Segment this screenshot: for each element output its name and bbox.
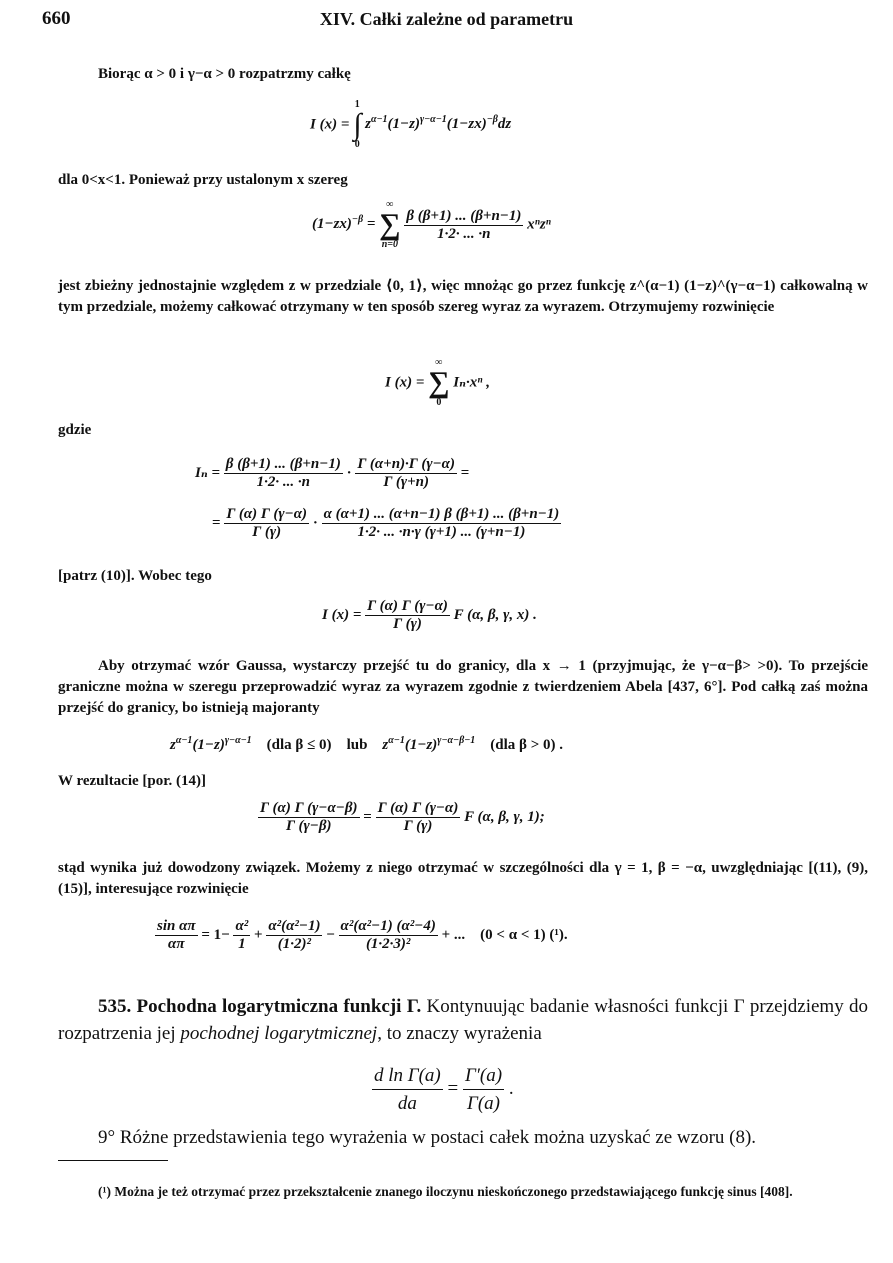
page-number: 660: [42, 8, 71, 29]
equation-expansion: I (x) = ∞ ∑ 0 Iₙ·xⁿ ,: [385, 357, 490, 408]
equation-coefficient-line2: = $\frac{\Gamma (\alpha) \Gamma (\gamma-\alpha)}{\Gamma (\gamma)}$ · $\frac{\alpha (\alpha+1) ... (\alpha+n-1) \beta (\beta+1) ... (\beta+n-1)}{1\cdot 2\cdot ... \cdot n\cdot\gamma (\gamma+1) ... (\gamma+n-1)}$: [212, 506, 560, 540]
section-heading: 535. Pochodna logarytmiczna funkcji Γ.: [98, 996, 422, 1017]
paragraph-where: gdzie: [58, 422, 92, 438]
paragraph-uniform-convergence: jest zbieżny jednostajnie względem z w przedziale ⟨0, 1⟩, więc mnożąc go przez funkcję z^(α−1) (1−z)^(γ−α−1) całkowalną w tym przedziale, możemy całkować otrzymany w ten sposób szereg wyraz za wyrazem. Otrzymujemy rozwinięcie: [58, 278, 868, 315]
equation-gauss-result: $\frac{\Gamma (\alpha) \Gamma (\gamma-\alpha-\beta)}{\Gamma (\gamma-\beta)}$ = $\frac{\Gamma (\alpha) \Gamma (\gamma-\alpha)}{\Gamma (\gamma)}$ F (α, β, γ, 1);: [260, 800, 545, 834]
chapter-title: XIV. Całki zależne od parametru: [319, 9, 574, 29]
equation-sine-expansion: $\frac{\text{sin απ}}{\alpha\pi}$ = 1− $\frac{\text{α²}}{1}$ + $\frac{\text{α²(α²−1)}}{\text{(1·2)²}}$ − $\frac{\text{α²(α²−1) (α²−4)}}{\text{(1·2·3)²}}$ + ... (0 < α < 1) (¹).: [157, 918, 568, 952]
paragraph-intro: Biorąc α > 0 i γ−α > 0 rozpatrzmy całkę: [98, 66, 351, 82]
eq1-lhs: I (x) =: [310, 116, 350, 133]
equation-hypergeometric: I (x) = $\frac{\Gamma (\alpha) \Gamma (\gamma-\alpha)}{\Gamma (\gamma)}$ F (α, β, γ, x) .: [322, 598, 537, 632]
equation-integral-definition: I (x) = 1 ∫ 0 $z^{\alpha-1}(1-z)^{\gamma-\alpha-1}(1-zx)^{-\beta}dz$: [310, 99, 512, 150]
fraction: $\frac{\beta (\beta+1) ... (\beta+n-1)}{1\cdot 2\cdot ... \cdot n}$: [406, 207, 522, 242]
equation-coefficient-line1: Iₙ = $\frac{\beta (\beta+1) ... (\beta+n-1)}{1\cdot 2\cdot ... \cdot n}$ · $\frac{\Gamma (\alpha+n)\cdot\Gamma (\gamma-\alpha)}{\Gamma (\gamma+n)}$ =: [195, 456, 470, 490]
sum-sign: ∞ ∑ n=0: [379, 199, 401, 250]
paragraph-gauss-formula: Aby otrzymać wzór Gaussa, wystarczy przejść tu do granicy, dla x → 1 (przyjmując, że γ−α−β> >0). To przejście graniczne można w szeregu przeprowadzić wyraz za wyrazem zgodnie z twierdzeniem Abela [437, 6°]. Pod całką zaś można przejść do granicy, bo istnieją majoranty: [58, 658, 868, 716]
paragraph-special-case: stąd wynika już dowodzony związek. Możemy z niego otrzymać w szczególności dla γ = 1, β = −α, uwzględniając [(11), (9), (15)], interesujące rozwinięcie: [58, 860, 868, 897]
paragraph-result: W rezultacie [por. (14)]: [58, 773, 207, 789]
equation-majorants: $z^{\alpha-1}(1-z)^{\gamma-\alpha-1}$ (dla β ≤ 0) lub $z^{\alpha-1}(1-z)^{\gamma-\alpha-\beta-1}$ (dla β > 0) .: [170, 735, 563, 753]
paragraph-integral-representations: 9° Różne przedstawienia tego wyrażenia w postaci całek można uzyskać ze wzoru (8).: [98, 1127, 757, 1148]
emphasis-term: pochodnej logarytmicznej: [180, 1023, 378, 1044]
sum-sign: ∞ ∑ 0: [428, 357, 450, 408]
paragraph-hence: [patrz (10)]. Wobec tego: [58, 568, 212, 584]
section-535: 535. Pochodna logarytmiczna funkcji Γ. Kontynuując badanie własności funkcji Γ przejdziemy do rozpatrzenia jej pochodnej logarytmicznej, to znaczy wyrażenia: [58, 996, 868, 1044]
paragraph-series-intro: dla 0<x<1. Ponieważ przy ustalonym x szereg: [58, 172, 348, 188]
footnote: (¹) Można je też otrzymać przez przekształcenie znanego iloczynu nieskończonego przedstawiającego funkcję sinus [408].: [98, 1184, 793, 1199]
equation-log-derivative: $\frac{\text{d ln Γ(a)}}{da}$ = $\frac{\Gamma'(a)}{\Gamma(a)}$ .: [372, 1062, 514, 1117]
integral-sign: 1 ∫ 0: [353, 99, 362, 150]
footnote-divider: [58, 1160, 168, 1161]
equation-binomial-series: $(1-zx)^{-\beta}$ = ∞ ∑ n=0 $\frac{\beta (\beta+1) ... (\beta+n-1)}{1\cdot 2\cdot ... \cdot n}$ xⁿzⁿ: [312, 199, 551, 250]
